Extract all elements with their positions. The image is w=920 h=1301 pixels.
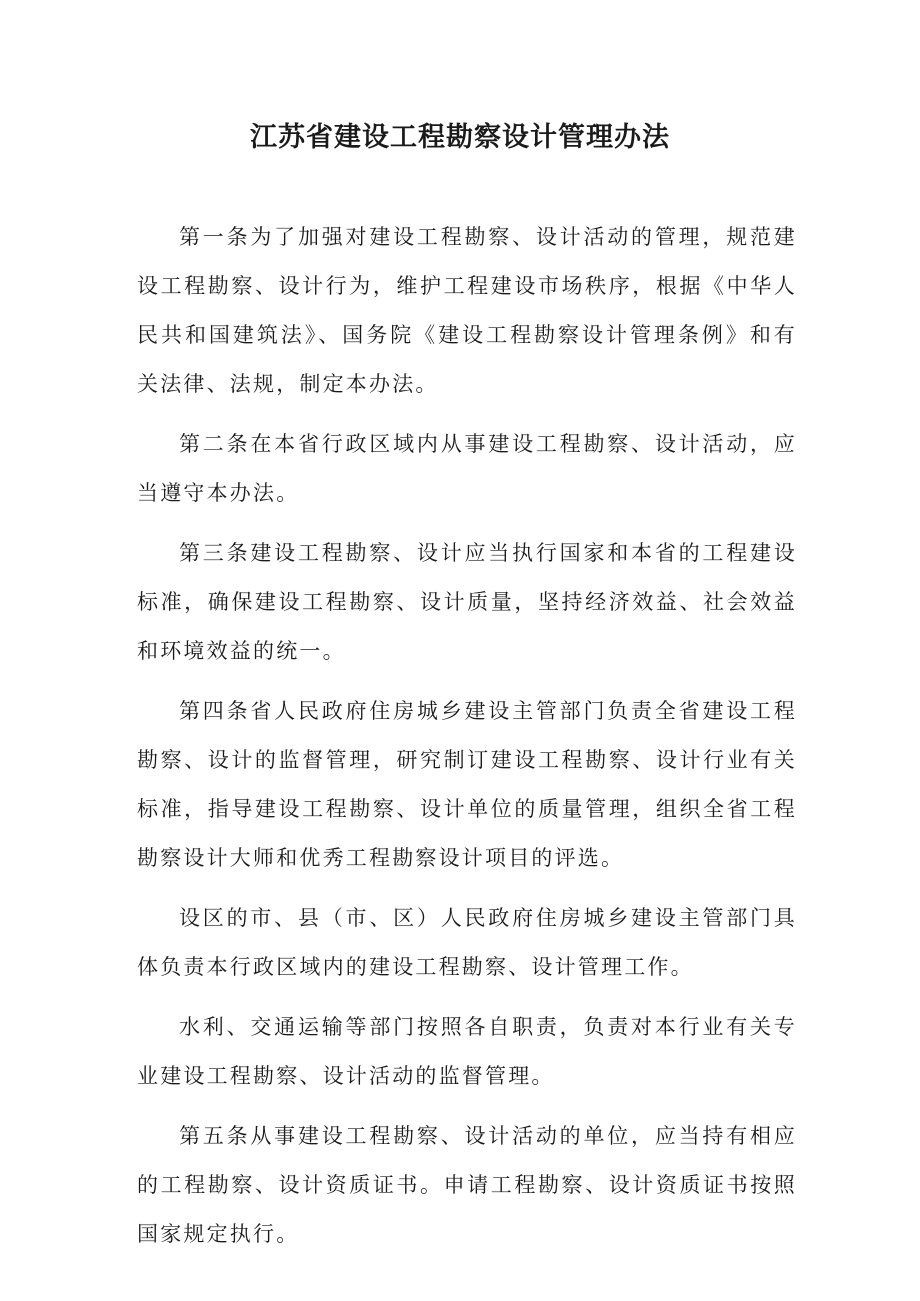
- article-5-paragraph: 第五条从事建设工程勘察、设计活动的单位，应当持有相应的工程勘察、设计资质证书。申请工程勘察、设计资质证书按照国家规定执行。: [137, 1124, 797, 1246]
- article-2-paragraph: 第二条在本省行政区域内从事建设工程勘察、设计活动，应当遵守本办法。: [137, 432, 797, 505]
- article-4-clause-2-paragraph: 设区的市、县（市、区）人民政府住房城乡建设主管部门具体负责本行政区域内的建设工程勘察、设计管理工作。: [137, 906, 797, 979]
- document-body: [137, 213, 797, 1270]
- article-4-paragraph: 第四条省人民政府住房城乡建设主管部门负责全省建设工程勘察、设计的监督管理，研究制订建设工程勘察、设计行业有关标准，指导建设工程勘察、设计单位的质量管理，组织全省工程勘察设计大师和优秀工程勘察设计项目的评选。: [137, 699, 797, 870]
- article-1-paragraph: 第一条为了加强对建设工程勘察、设计活动的管理，规范建设工程勘察、设计行为，维护工程建设市场秩序，根据《中华人民共和国建筑法》、国务院《建设工程勘察设计管理条例》和有关法律、法规，制定本办法。: [137, 225, 797, 396]
- article-3-paragraph: 第三条建设工程勘察、设计应当执行国家和本省的工程建设标准，确保建设工程勘察、设计质量，坚持经济效益、社会效益和环境效益的统一。: [137, 541, 797, 663]
- article-4-clause-3-paragraph: 水利、交通运输等部门按照各自职责，负责对本行业有关专业建设工程勘察、设计活动的监督管理。: [137, 1015, 797, 1088]
- document-title: 江苏省建设工程勘察设计管理办法: [250, 122, 670, 153]
